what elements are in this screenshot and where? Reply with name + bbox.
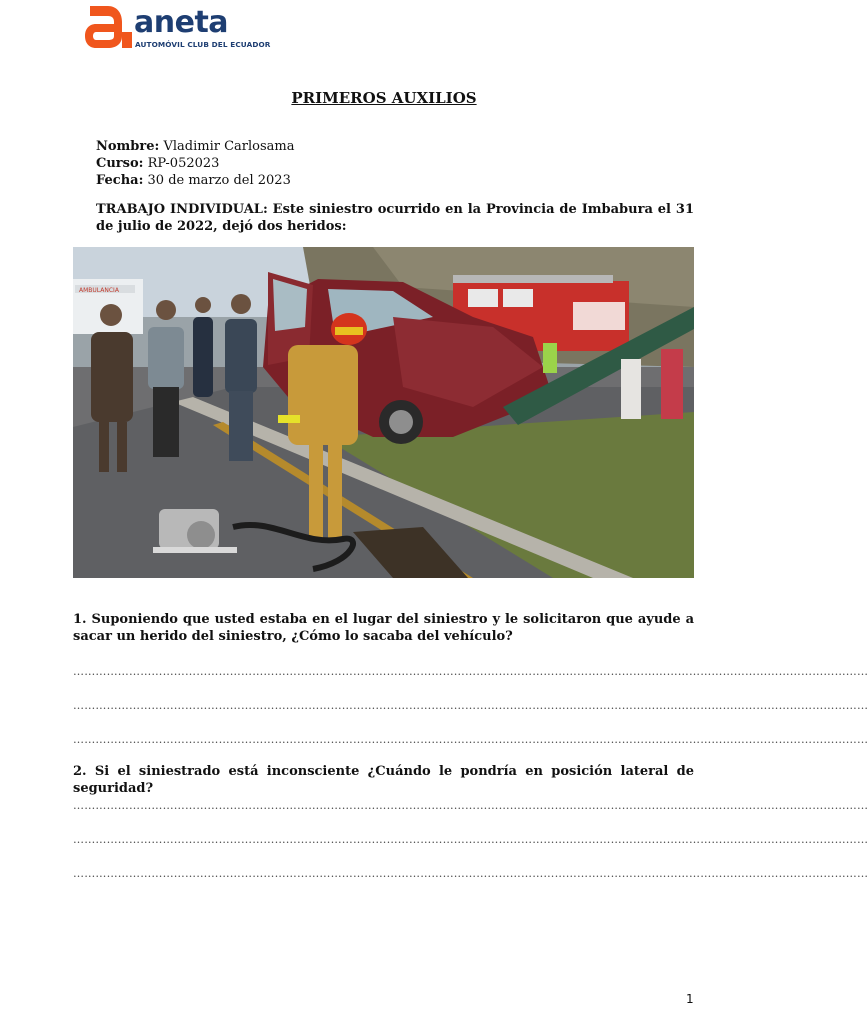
name-row [96, 138, 294, 155]
answer-line-1-2[interactable]: …………………………………………………………………………………………………………………………………………………………………………………………… [73, 699, 868, 712]
answer-line-1-1[interactable]: …………………………………………………………………………………………………………………………………………………………………………………………… [73, 665, 868, 678]
answer-line-2-2[interactable]: …………………………………………………………………………………………………………………………………………………………………………………………… [73, 833, 868, 846]
assignment-intro: TRABAJO INDIVIDUAL: Este siniestro ocurrido en la Provincia de Imbabura el 31 de julio de 2022, dejó dos heridos: [96, 202, 694, 234]
document-title: PRIMEROS AUXILIOS [291, 89, 477, 107]
answer-line-2-3[interactable]: …………………………………………………………………………………………………………………………………………………………………………………………… [73, 867, 868, 880]
answer-line-1-3[interactable]: …………………………………………………………………………………………………………………………………………………………………………………………… [73, 733, 868, 746]
accident-scene-illustration [73, 247, 694, 578]
course-row [96, 155, 294, 172]
course-label: Curso: [96, 156, 144, 171]
page-number: 1 [686, 992, 694, 1006]
name-value: Vladimir Carlosama [163, 139, 295, 154]
aneta-logo [82, 4, 271, 54]
accident-photo [73, 247, 694, 578]
name-label: Nombre: [96, 139, 160, 154]
ambulance-text: AMBULANCIA [79, 287, 119, 294]
student-info [96, 138, 294, 189]
question-1: 1. Suponiendo que usted estaba en el lugar del siniestro y le solicitaron que ayude a sacar un herido del siniestro, ¿Cómo lo sacaba del vehículo? [73, 612, 694, 644]
question-2: 2. Si el siniestrado está inconsciente ¿Cuándo le pondría en posición lateral de seguridad? [73, 764, 694, 796]
aneta-logo-icon [82, 4, 134, 52]
date-label: Fecha: [96, 173, 144, 188]
logo-tagline: AUTOMÓVIL CLUB DEL ECUADOR [135, 40, 271, 49]
answer-line-2-1[interactable]: …………………………………………………………………………………………………………………………………………………………………………………………… [73, 799, 868, 812]
date-row [96, 172, 294, 189]
date-value: 30 de marzo del 2023 [147, 173, 291, 188]
logo-wordmark: aneta [134, 5, 229, 40]
course-value: RP-052023 [147, 156, 220, 171]
